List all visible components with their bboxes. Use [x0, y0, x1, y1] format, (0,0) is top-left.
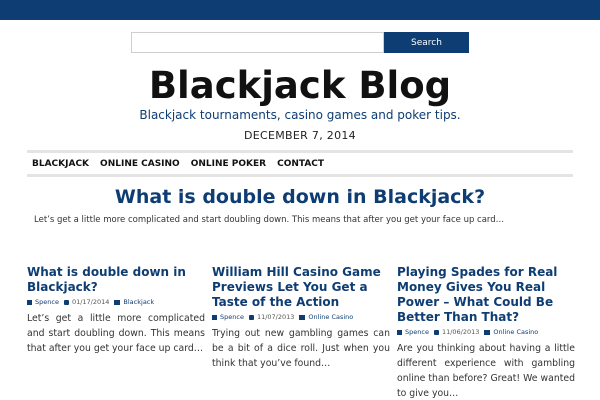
post-meta: [212, 313, 390, 321]
post-card: [397, 265, 575, 400]
post-meta: [397, 328, 575, 336]
post-card: [212, 265, 390, 371]
post-excerpt: Are you thinking about having a little different experience with gambling online than before? Great! We wanted to give you…: [397, 343, 575, 399]
calendar-icon: [434, 330, 439, 335]
post-date: 11/06/2013: [441, 328, 480, 336]
nav-item-blackjack[interactable]: BLACKJACK: [32, 158, 90, 169]
post-excerpt: Let’s get a little more complicated and start doubling down. This means that after you get your face up card…: [27, 313, 205, 354]
user-icon: [397, 330, 402, 335]
current-date: DECEMBER 7, 2014: [244, 129, 356, 142]
post-category[interactable]: Online Casino: [308, 313, 354, 321]
post-category[interactable]: Blackjack: [123, 298, 155, 306]
post-title[interactable]: William Hill Casino Game Previews Let You Get a Taste of the Action: [212, 265, 381, 309]
top-bar: [0, 0, 600, 20]
folder-icon: [114, 300, 120, 305]
post-author[interactable]: Spence: [220, 313, 244, 321]
post-title[interactable]: Playing Spades for Real Money Gives You Real Power – What Could Be Better Than That?: [397, 265, 558, 324]
calendar-icon: [64, 300, 69, 305]
nav-item-online-poker[interactable]: ONLINE POKER: [190, 158, 267, 169]
site-tagline: Blackjack tournaments, casino games and poker tips.: [139, 108, 461, 122]
calendar-icon: [249, 315, 254, 320]
user-icon: [212, 315, 217, 320]
post-card: [27, 265, 205, 356]
search-button[interactable]: Search: [384, 32, 469, 53]
featured-post-excerpt: Let’s get a little more complicated and start doubling down. This means that after you get your face up card…: [34, 215, 505, 225]
featured-post-title[interactable]: What is double down in Blackjack?: [114, 186, 486, 208]
nav-item-online-casino[interactable]: ONLINE CASINO: [100, 158, 180, 169]
post-meta: [27, 298, 205, 306]
nav-item-contact[interactable]: CONTACT: [277, 158, 325, 169]
post-author[interactable]: Spence: [405, 328, 429, 336]
user-icon: [27, 300, 32, 305]
post-date: 01/17/2014: [71, 298, 110, 306]
folder-icon: [299, 315, 305, 320]
post-date: 11/07/2013: [256, 313, 295, 321]
post-title[interactable]: What is double down in Blackjack?: [27, 265, 186, 294]
search-input[interactable]: [131, 32, 384, 53]
search-form: [131, 32, 469, 53]
main-nav: [27, 150, 573, 177]
post-excerpt: Trying out new gambling games can be a bit of a dice roll. Just when you think that you’ve found…: [212, 328, 390, 369]
folder-icon: [484, 330, 490, 335]
post-category[interactable]: Online Casino: [493, 328, 539, 336]
post-author[interactable]: Spence: [35, 298, 59, 306]
site-title[interactable]: Blackjack Blog: [148, 64, 452, 107]
